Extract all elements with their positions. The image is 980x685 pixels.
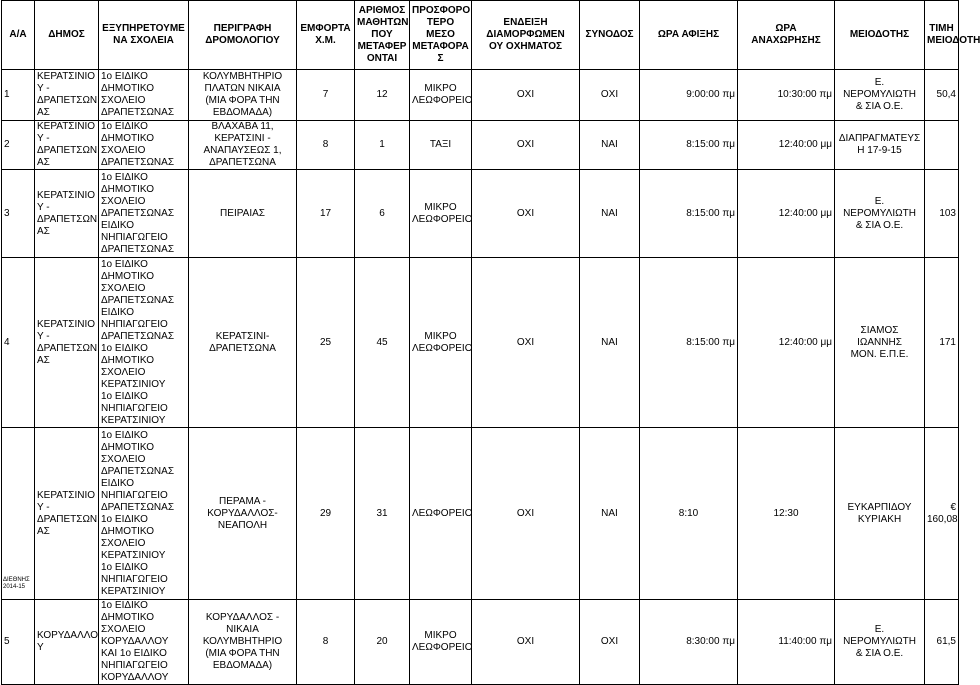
cell-departure: 10:30:00 πμ (738, 70, 835, 121)
table-row (2, 600, 959, 685)
cell-dimos: ΚΕΡΑΤΣΙΝΙΟ Υ - ΔΡΑΠΕΤΣΩΝ ΑΣ (35, 428, 99, 600)
cell-escort: ΟΧΙ (580, 600, 640, 685)
cell-means: ΛΕΩΦΟΡΕΙΟ (410, 428, 472, 600)
header-km: ΕΜΦΟΡΤΑ Χ.Μ. (297, 1, 355, 70)
cell-arrival: 8:10 (640, 428, 738, 600)
cell-price: 171 (925, 258, 959, 428)
cell-bidder: ΔΙΑΠΡΑΓΜΑΤΕΥΣ Η 17-9-15 (835, 121, 925, 170)
header-schools: ΕΞΥΠΗΡΕΤΟΥΜΕ ΝΑ ΣΧΟΛΕΙΑ (99, 1, 189, 70)
cell-means: ΜΙΚΡΟ ΛΕΩΦΟΡΕΙΟ (410, 170, 472, 258)
cell-price: 61,5 (925, 600, 959, 685)
cell-vehicle: ΟΧΙ (472, 70, 580, 121)
cell-route: ΚΕΡΑΤΣΙΝΙ- ΔΡΑΠΕΤΣΩΝΑ (189, 258, 297, 428)
cell-students: 12 (355, 70, 410, 121)
table-row (2, 258, 959, 428)
header-bidder: ΜΕΙΟΔΟΤΗΣ (835, 1, 925, 70)
table-row (2, 170, 959, 258)
cell-bidder: Ε. ΝΕΡΟΜΥΛΙΩΤΗ & ΣΙΑ Ο.Ε. (835, 70, 925, 121)
cell-aa: 5 (2, 600, 35, 685)
cell-aa: 2 (2, 121, 35, 170)
cell-arrival: 8:30:00 πμ (640, 600, 738, 685)
cell-aa (2, 428, 35, 600)
cell-vehicle: ΟΧΙ (472, 121, 580, 170)
cell-vehicle: ΟΧΙ (472, 600, 580, 685)
cell-km: 7 (297, 70, 355, 121)
header-students: ΑΡΙΘΜΟΣ ΜΑΘΗΤΩΝ ΠΟΥ ΜΕΤΑΦΕΡ ΟΝΤΑΙ (355, 1, 410, 70)
cell-vehicle: ΟΧΙ (472, 258, 580, 428)
cell-escort: ΟΧΙ (580, 70, 640, 121)
header-departure: ΩΡΑ ΑΝΑΧΩΡΗΣΗΣ (738, 1, 835, 70)
cell-price (925, 121, 959, 170)
table-row (2, 428, 959, 600)
cell-departure: 12:30 (738, 428, 835, 600)
cell-price: 50,4 (925, 70, 959, 121)
cell-route: ΚΟΡΥΔΑΛΛΟΣ - ΝΙΚΑΙΑ ΚΟΛΥΜΒΗΤΗΡΙΟ (ΜΙΑ ΦΟΡΑ ΤΗΝ ΕΒΔΟΜΑΔΑ) (189, 600, 297, 685)
cell-price: € 160,08 (925, 428, 959, 600)
cell-route: ΠΕΙΡΑΙΑΣ (189, 170, 297, 258)
cell-route: ΒΛΑΧΑΒΑ 11, ΚΕΡΑΤΣΙΝΙ - ΑΝΑΠΑΥΣΕΩΣ 1, ΔΡΑΠΕΤΣΩΝΑ (189, 121, 297, 170)
cell-departure: 12:40:00 μμ (738, 121, 835, 170)
cell-dimos: ΚΕΡΑΤΣΙΝΙΟ Υ - ΔΡΑΠΕΤΣΩΝ ΑΣ (35, 258, 99, 428)
cell-departure: 12:40:00 μμ (738, 170, 835, 258)
cell-arrival: 8:15:00 πμ (640, 258, 738, 428)
header-vehicle: ΕΝΔΕΙΞΗ ΔΙΑΜΟΡΦΩΜΕΝ ΟΥ ΟΧΗΜΑΤΟΣ (472, 1, 580, 70)
cell-bidder: Ε. ΝΕΡΟΜΥΛΙΩΤΗ & ΣΙΑ Ο.Ε. (835, 600, 925, 685)
header-arrival: ΩΡΑ ΑΦΙΞΗΣ (640, 1, 738, 70)
cell-arrival: 8:15:00 πμ (640, 121, 738, 170)
cell-students: 6 (355, 170, 410, 258)
cell-students: 31 (355, 428, 410, 600)
cell-bidder: ΣΙΑΜΟΣ ΙΩΑΝΝΗΣ ΜΟΝ. Ε.Π.Ε. (835, 258, 925, 428)
cell-aa: 3 (2, 170, 35, 258)
cell-departure: 11:40:00 πμ (738, 600, 835, 685)
cell-students: 20 (355, 600, 410, 685)
header-means: ΠΡΟΣΦΟΡΟ ΤΕΡΟ ΜΕΣΟ ΜΕΤΑΦΟΡΑ Σ (410, 1, 472, 70)
cell-schools: 1ο ΕΙΔΙΚΟ ΔΗΜΟΤΙΚΟ ΣΧΟΛΕΙΟ ΔΡΑΠΕΤΣΩΝΑΣ ΕΙΔΙΚΟ ΝΗΠΙΑΓΩΓΕΙΟ ΔΡΑΠΕΤΣΩΝΑΣ 1ο ΕΙΔΙΚΟ ΔΗΜΟΤΙΚΟ ΣΧΟΛΕΙΟ ΚΕΡΑΤΣΙΝΙΟΥ 1ο ΕΙΔΙΚΟ ΝΗΠΙΑΓΩΓΕΙΟ ΚΕΡΑΤΣΙΝΙΟΥ (99, 428, 189, 600)
cell-vehicle: ΟΧΙ (472, 428, 580, 600)
cell-bidder: ΕΥΚΑΡΠΙΔΟΥ ΚΥΡΙΑΚΗ (835, 428, 925, 600)
header-aa: Α/Α (2, 1, 35, 70)
cell-price: 103 (925, 170, 959, 258)
cell-students: 45 (355, 258, 410, 428)
cell-arrival: 9:00:00 πμ (640, 70, 738, 121)
cell-km: 8 (297, 121, 355, 170)
cell-dimos: ΚΕΡΑΤΣΙΝΙΟ Υ - ΔΡΑΠΕΤΣΩΝ ΑΣ (35, 170, 99, 258)
routes-table (1, 0, 980, 685)
cell-means: ΜΙΚΡΟ ΛΕΩΦΟΡΕΙΟ (410, 258, 472, 428)
header-row (2, 1, 959, 70)
cell-means: ΜΙΚΡΟ ΛΕΩΦΟΡΕΙΟ (410, 600, 472, 685)
cell-students: 1 (355, 121, 410, 170)
cell-means: ΤΑΞΙ (410, 121, 472, 170)
diethnis-note: ΔΙΕΘΝΗΣ 2014-15 (3, 577, 30, 590)
cell-schools: 1ο ΕΙΔΙΚΟ ΔΗΜΟΤΙΚΟ ΣΧΟΛΕΙΟ ΔΡΑΠΕΤΣΩΝΑΣ (99, 121, 189, 170)
cell-schools: 1ο ΕΙΔΙΚΟ ΔΗΜΟΤΙΚΟ ΣΧΟΛΕΙΟ ΔΡΑΠΕΤΣΩΝΑΣ ΕΙΔΙΚΟ ΝΗΠΙΑΓΩΓΕΙΟ ΔΡΑΠΕΤΣΩΝΑΣ (99, 170, 189, 258)
cell-route: ΠΕΡΑΜΑ - ΚΟΡΥΔΑΛΛΟΣ- ΝΕΑΠΟΛΗ (189, 428, 297, 600)
cell-bidder: Ε. ΝΕΡΟΜΥΛΙΩΤΗ & ΣΙΑ Ο.Ε. (835, 170, 925, 258)
cell-arrival: 8:15:00 πμ (640, 170, 738, 258)
header-escort: ΣΥΝΟΔΟΣ (580, 1, 640, 70)
cell-departure: 12:40:00 μμ (738, 258, 835, 428)
cell-dimos: ΚΟΡΥΔΑΛΛΟ Υ (35, 600, 99, 685)
header-price: ΤΙΜΗ ΜΕΙΟΔΟΤΗ (925, 1, 959, 70)
cell-schools: 1ο ΕΙΔΙΚΟ ΔΗΜΟΤΙΚΟ ΣΧΟΛΕΙΟ ΔΡΑΠΕΤΣΩΝΑΣ (99, 70, 189, 121)
header-route: ΠΕΡΙΓΡΑΦΗ ΔΡΟΜΟΛΟΓΙΟΥ (189, 1, 297, 70)
cell-km: 8 (297, 600, 355, 685)
cell-vehicle: ΟΧΙ (472, 170, 580, 258)
cell-aa: 1 (2, 70, 35, 121)
cell-escort: ΝΑΙ (580, 428, 640, 600)
header-dimos: ΔΗΜΟΣ (35, 1, 99, 70)
cell-km: 17 (297, 170, 355, 258)
cell-dimos: ΚΕΡΑΤΣΙΝΙΟ Υ - ΔΡΑΠΕΤΣΩΝ ΑΣ (35, 121, 99, 170)
cell-schools: 1ο ΕΙΔΙΚΟ ΔΗΜΟΤΙΚΟ ΣΧΟΛΕΙΟ ΔΡΑΠΕΤΣΩΝΑΣ ΕΙΔΙΚΟ ΝΗΠΙΑΓΩΓΕΙΟ ΔΡΑΠΕΤΣΩΝΑΣ 1ο ΕΙΔΙΚΟ ΔΗΜΟΤΙΚΟ ΣΧΟΛΕΙΟ ΚΕΡΑΤΣΙΝΙΟΥ 1ο ΕΙΔΙΚΟ ΝΗΠΙΑΓΩΓΕΙΟ ΚΕΡΑΤΣΙΝΙΟΥ (99, 258, 189, 428)
table-row (2, 70, 959, 121)
cell-escort: ΝΑΙ (580, 258, 640, 428)
cell-aa: 4 (2, 258, 35, 428)
cell-km: 25 (297, 258, 355, 428)
cell-km: 29 (297, 428, 355, 600)
cell-means: ΜΙΚΡΟ ΛΕΩΦΟΡΕΙΟ (410, 70, 472, 121)
cell-route: ΚΟΛΥΜΒΗΤΗΡΙΟ ΠΛΑΤΩΝ ΝΙΚΑΙΑ (ΜΙΑ ΦΟΡΑ ΤΗΝ ΕΒΔΟΜΑΔΑ) (189, 70, 297, 121)
table-row (2, 121, 959, 170)
cell-dimos: ΚΕΡΑΤΣΙΝΙΟ Υ - ΔΡΑΠΕΤΣΩΝ ΑΣ (35, 70, 99, 121)
cell-escort: ΝΑΙ (580, 121, 640, 170)
cell-schools: 1ο ΕΙΔΙΚΟ ΔΗΜΟΤΙΚΟ ΣΧΟΛΕΙΟ ΚΟΡΥΔΑΛΛΟΥ ΚΑΙ 1ο ΕΙΔΙΚΟ ΝΗΠΙΑΓΩΓΕΙΟ ΚΟΡΥΔΑΛΛΟΥ (99, 600, 189, 685)
cell-escort: ΝΑΙ (580, 170, 640, 258)
